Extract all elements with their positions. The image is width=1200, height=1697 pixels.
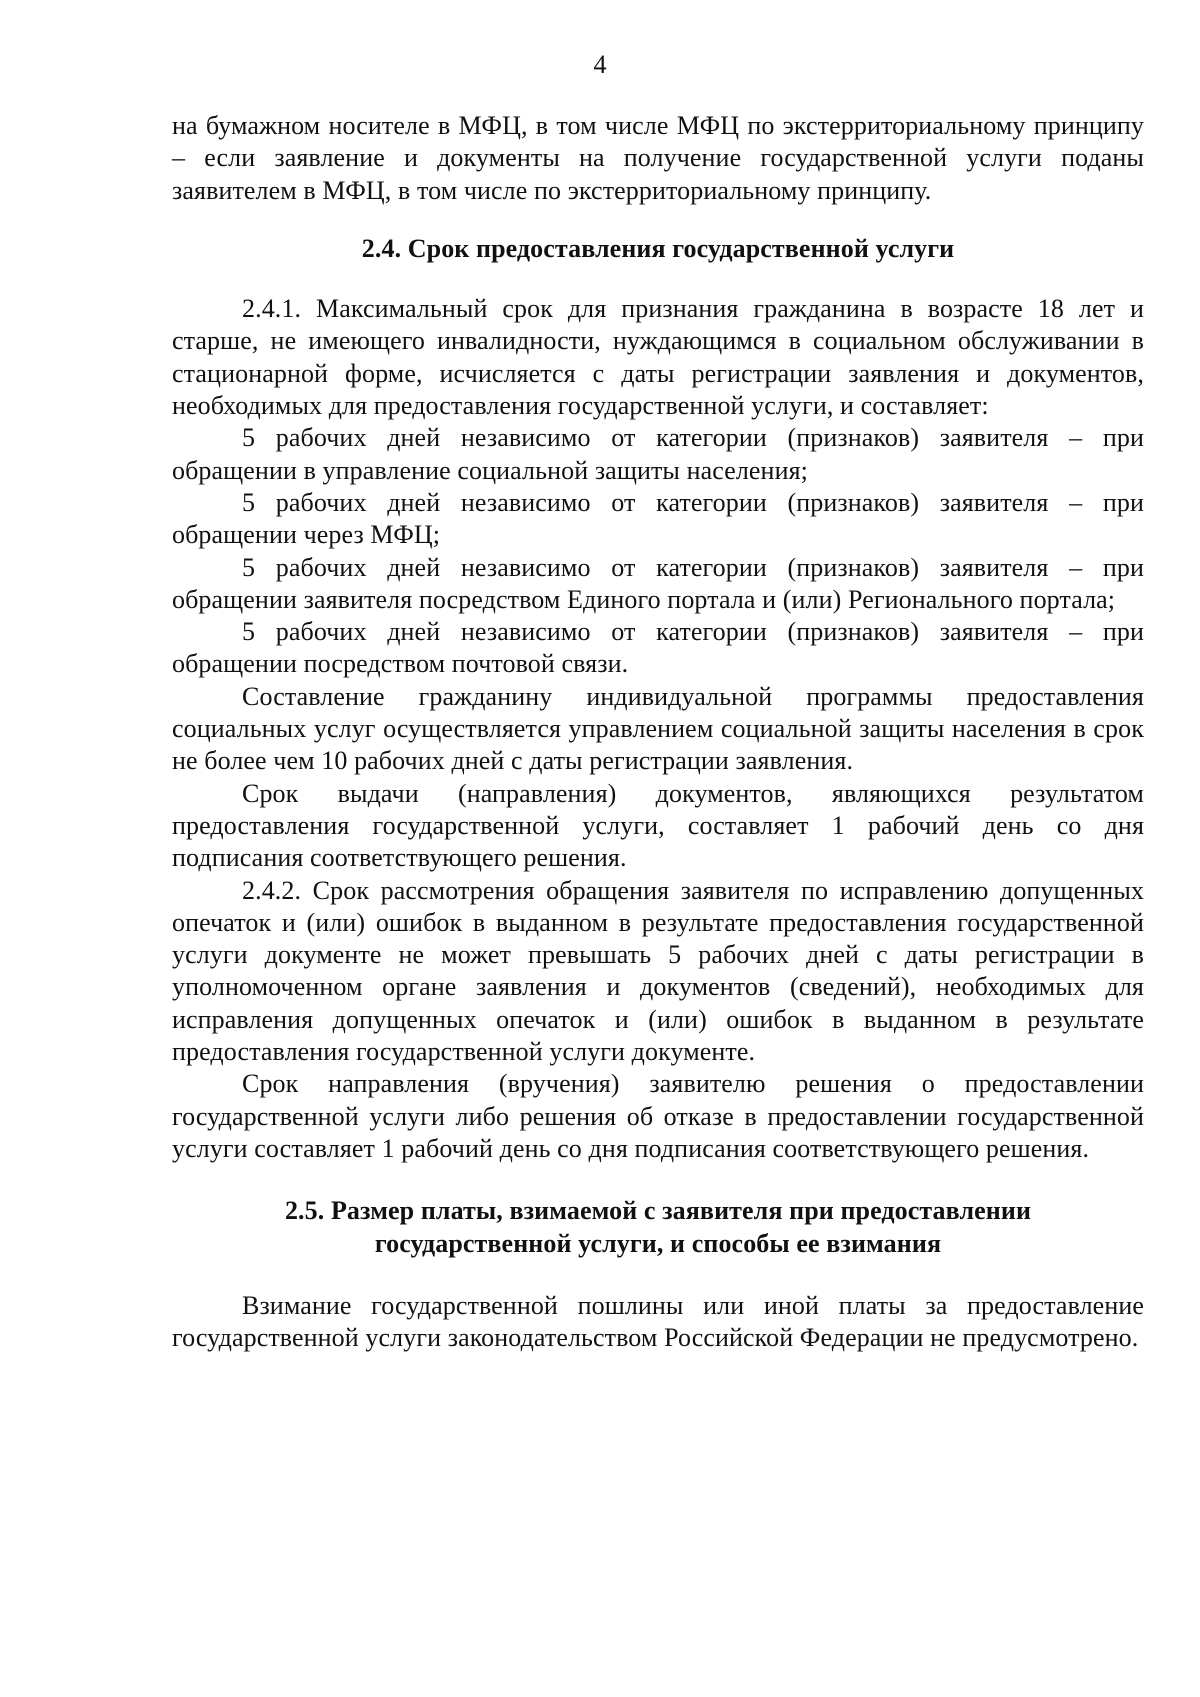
section-2-5-heading	[172, 1195, 1144, 1260]
paragraph-term-mfc: 5 рабочих дней независимо от категории (признаков) заявителя – при обращении через МФЦ;	[172, 487, 1144, 550]
intro-paragraph: на бумажном носителе в МФЦ, в том числе МФЦ по экстерриториальному принципу – если заявление и документы на получение государственной услуги поданы заявителем в МФЦ, в том числе по экстерриториальному принципу.	[172, 111, 1144, 205]
paragraph-2-4-1: 2.4.1. Максимальный срок для признания гражданина в возрасте 18 лет и старше, не имеющего инвалидности, нуждающимся в социальном обслуживании в стационарной форме, исчисляется с даты регистрации заявления и документов, необходимых для предоставления государственной услуги, и составляет:	[172, 294, 1144, 421]
paragraph-issuance-term: Срок выдачи (направления) документов, являющихся результатом предоставления государственной услуги, составляет 1 рабочий день со дня подписания соответствующего решения.	[172, 778, 1144, 873]
paragraph-term-social-protection: 5 рабочих дней независимо от категории (признаков) заявителя – при обращении в управление социальной защиты населения;	[172, 423, 1144, 485]
document-body	[172, 110, 1144, 1354]
section-2-4-heading: 2.4. Срок предоставления государственной услуги	[361, 233, 955, 263]
paragraph-individual-program: Составление гражданину индивидуальной программы предоставления социальных услуг осуществляется управлением социальной защиты населения в срок не более чем 10 рабочих дней с даты регистрации заявления.	[172, 681, 1144, 776]
paragraph-term-portal: 5 рабочих дней независимо от категории (признаков) заявителя – при обращении заявителя посредством Единого портала и (или) Регионального портала;	[172, 552, 1144, 614]
paragraph-term-postal: 5 рабочих дней независимо от категории (признаков) заявителя – при обращении посредством почтовой связи.	[172, 617, 1144, 679]
section-2-5-heading-line1: 2.5. Размер платы, взимаемой с заявителя при предоставлении	[284, 1196, 1032, 1226]
paragraph-2-4-2: 2.4.2. Срок рассмотрения обращения заявителя по исправлению допущенных опечаток и (или) ошибок в выданном в результате предоставления государственной услуги документе не может превышать 5 рабочих дней с даты регистрации в уполномоченном органе заявления и документов (сведений), необходимых для исправления допущенных опечаток и (или) ошибок в выданном в результате предоставления государственной услуги документе.	[172, 875, 1144, 1067]
paragraph-fee: Взимание государственной пошлины или иной платы за предоставление государственной услуги законодательством Российской Федерации не предусмотрено.	[172, 1290, 1144, 1353]
page-number: 4	[593, 50, 607, 79]
paragraph-decision-delivery: Срок направления (вручения) заявителю решения о предоставлении государственной услуги либо решения об отказе в предоставлении государственной услуги составляет 1 рабочий день со дня подписания соответствующего решения.	[172, 1069, 1144, 1163]
section-2-5-heading-line2: государственной услуги, и способы ее взимания	[374, 1228, 942, 1258]
